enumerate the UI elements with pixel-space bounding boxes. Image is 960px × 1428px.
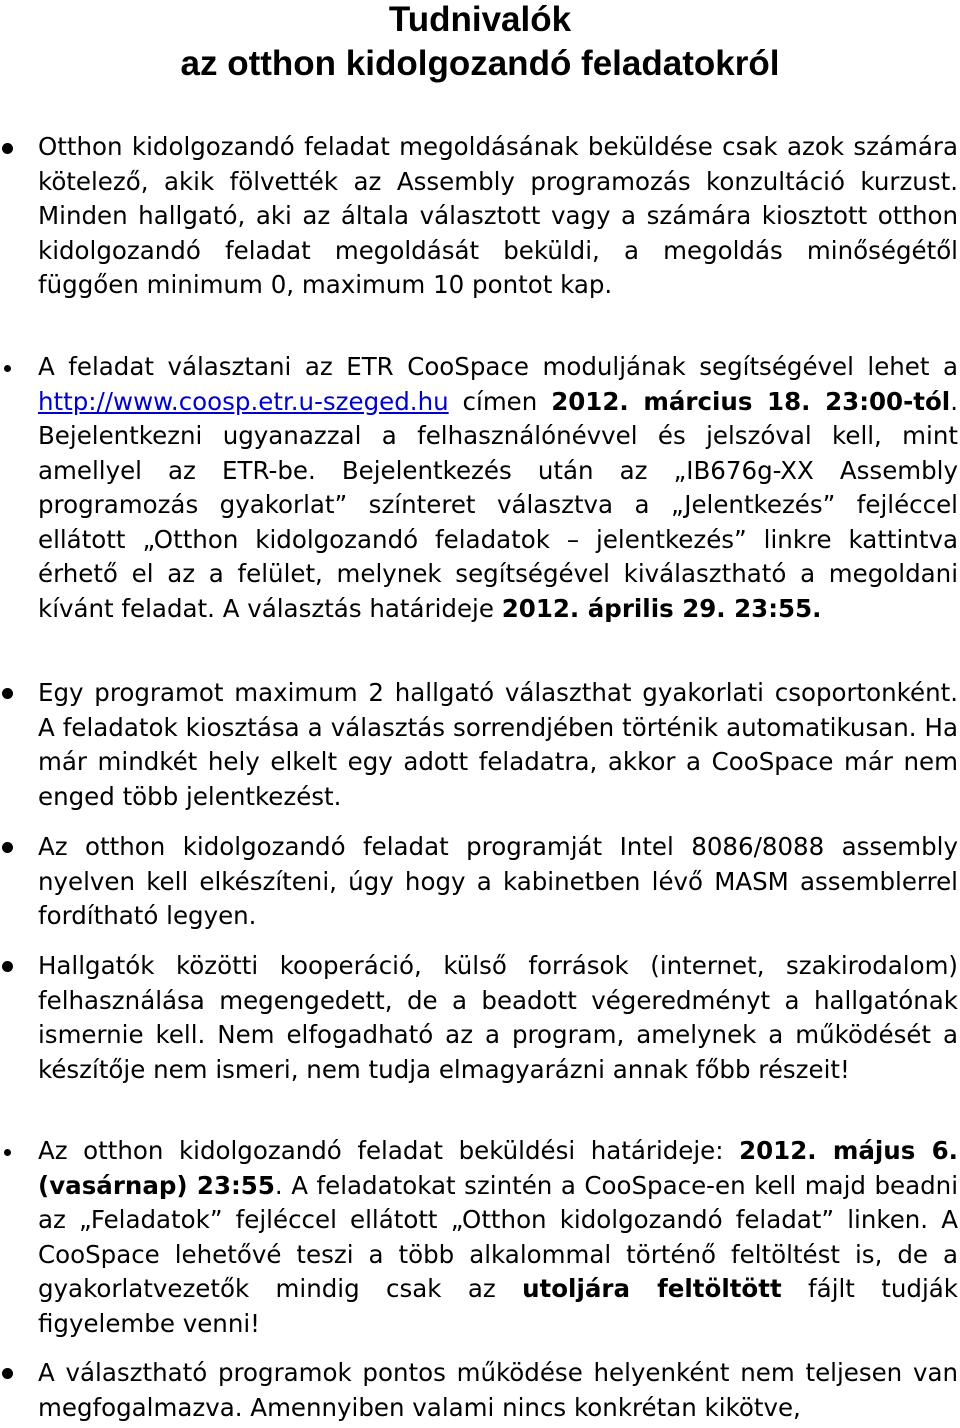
bullet-icon: [4, 1149, 11, 1156]
last-upload-emphasis: utoljára feltöltött: [522, 1274, 782, 1303]
bullet-icon: [2, 842, 13, 853]
list-item-text: Hallgatók közötti kooperáció, külső források (internet, szakirodalom) felhasználása megengedett, de a beadott végeredményt a hallgatónak ismernie kell. Nem elfogadható az a program, amelynek a működését a készítője nem ismeri, nem tudja elmagyarázni annak főbb részeit!: [38, 951, 958, 1084]
page-title: Tudnivalók: [388, 0, 572, 39]
bullet-icon: [2, 1368, 13, 1379]
list-item-text: A választható programok pontos működése helyenként nem teljesen van megfogalmazva. Amennyiben valami nincs konkrétan kikötve,: [38, 1358, 958, 1422]
bullet-icon: [2, 143, 13, 154]
page-subtitle: az otthon kidolgozandó feladatokról: [180, 44, 780, 83]
list-item-text: Otthon kidolgozandó feladat megoldásának beküldése csak azok számára kötelező, akik fölvették az Assembly programozás konzultáció kurzust. Minden hallgató, aki az általa választott vagy a számára kiosztott otthon kidolgozandó feladat megoldását beküldi, a megoldás minőségétől függően minimum 0, maximum 10 pontot kap.: [38, 132, 958, 299]
list-item-text: Az otthon kidolgozandó feladat programját Intel 8086/8088 assembly nyelven kell elkészíteni, úgy hogy a kabinetben lévő MASM assemblerrel fordítható legyen.: [38, 832, 958, 930]
selection-start-date: 2012. március 18. 23:00-tól: [551, 386, 951, 416]
list-item-text: A feladat választani az ETR CooSpace moduljának segítségével lehet a http://www.coosp.etr.u-szeged.hu címen 2012. március 18. 23:00-tól. Bejelentkezni ugyanazzal a felhasználónévvel és jelszóval kell, mint amellyel az ETR-be. Bejelentkezés után az „IB676g-XX Assembly programozás gyakorlat” színteret választva a „Jelentkezés” fejléccel ellátott „Otthon kidolgozandó feladatok – jelentkezés” linkre kattintva érhető el az a felület, melynek segítségével kiválasztható a megoldani kívánt feladat. A választás határideje 2012. április 29. 23:55.: [38, 352, 958, 623]
bullet-icon: [2, 961, 13, 972]
bullet-icon: [4, 365, 11, 372]
coospace-link[interactable]: http://www.coosp.etr.u-szeged.hu: [38, 386, 449, 416]
list-item-text: Az otthon kidolgozandó feladat beküldési határideje: 2012. május 6. (vasárnap) 23:55. A feladatokat szintén a CooSpace-en kell majd beadni az „Feladatok” fejléccel ellátott „Otthon kidolgozandó feladat” linken. A CooSpace lehetővé teszi a több alkalommal történő feltöltést is, de a gyakorlatvezetők mindig csak az utoljára feltöltött fájlt tudják figyelembe venni!: [38, 1136, 958, 1338]
bullet-icon: [2, 688, 13, 699]
selection-deadline: 2012. április 29. 23:55.: [501, 593, 822, 623]
submission-deadline: 2012. május 6. (vasárnap) 23:55: [38, 1136, 958, 1200]
list-item-text: Egy programot maximum 2 hallgató választhat gyakorlati csoportonként. A feladatok kiosztása a választás sorrendjében történik automatikusan. Ha már mindkét hely elkelt egy adott feladatra, akkor a CooSpace már nem enged több jelentkezést.: [38, 678, 958, 811]
